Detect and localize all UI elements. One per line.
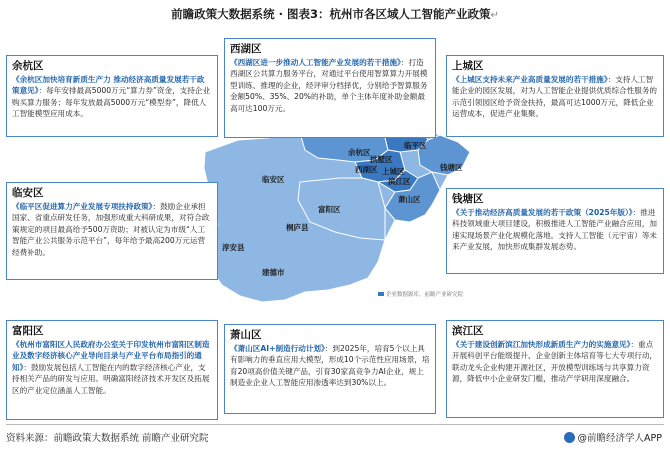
map-label-linan: 临安区 <box>262 175 285 184</box>
district-name: 西湖区 <box>230 43 262 55</box>
district-text: 《杭州市富阳区人民政府办公室关于印发杭州市富阳区制造业及数字经济核心产业导向目录与产业平台布局指引的通知》：鼓励发展包括人工智能在内的数字经济核心产业，支持相关产品的研发与应用。明确富阳经济技术开发区及拓展区的产业定位涵盖人工智能。 <box>12 340 210 395</box>
district-box-shangcheng <box>446 55 664 137</box>
district-box-linan <box>6 182 218 280</box>
district-name: 临安区 <box>12 187 44 199</box>
map-legend: 企业数据源库，前瞻产业研究院 <box>386 292 464 298</box>
map-label-linping: 临平区 <box>404 141 427 150</box>
district-text: 《关于建设创新滨江加快形成新质生产力的实施意见》：重点开展科创平台能级提升、企业创新主体培育等七大专项行动，联动龙头企业构建开源社区，开放模型训练场与共享算力资源，降低中小企业研发门槛，推动产学研用深度融合。 <box>452 340 658 384</box>
district-box-fuyang <box>6 320 218 420</box>
district-box-qiantang <box>446 188 664 274</box>
district-name: 富阳区 <box>12 325 44 337</box>
map-label-jiande: 建德市 <box>262 268 285 277</box>
map-label-fuyang: 富阳区 <box>318 205 341 214</box>
map-label-xiaoshan: 萧山区 <box>398 195 421 204</box>
map-label-chunan: 淳安县 <box>222 243 245 252</box>
district-box-binjiang <box>446 320 664 418</box>
map-label-tonglu: 桐庐县 <box>286 223 309 232</box>
map-label-xihu: 西湖区 <box>355 165 378 174</box>
footer-divider <box>6 424 664 425</box>
district-text: 《余杭区加快培育新质生产力 推动经济高质量发展若干政策意见》：每年安排最高5000万元“算力券”资金，支持企业购买算力服务；每年发放最高5000万元“模型券”，降低人工智能模型应用成本。 <box>12 75 211 119</box>
district-text: 《关于推动经济高质量发展的若干政策（2025年版）》：推进科技领域重大项目建设，积极推进人工智能产业融合应用，加速实现场景产业化规模化落地。支持人工智能（元宇宙）等未来产业发展，加快形成集群发展态势。 <box>452 208 658 252</box>
district-box-xihu <box>224 38 436 138</box>
brand-logo-icon <box>564 432 575 443</box>
district-box-xiaoshan <box>224 324 436 414</box>
district-text: 《上城区支持未来产业高质量发展的若干措施》：支持人工智能企业的园区发展，对为人工智能企业提供优质综合性服务的示范引领园区给予资金扶持，最高可达1000万元，降低企业运营成本，促进产业集聚。 <box>452 75 658 119</box>
district-text: 《临平区促进算力产业发展专项扶持政策》：鼓励企业承担国家、省重点研发任务，加强形成重大科研成果，对符合政策规定的项目最高给予500万资助；对被认定为市级“人工智能产业公共服务示范平台”，每年给予最高200万元运营经费补助。 <box>12 202 210 257</box>
map-label-yuhang: 余杭区 <box>348 148 371 157</box>
source-note: 资料来源：前瞻政策大数据系统 前瞻产业研究院 <box>6 433 209 444</box>
map-label-qiantang: 钱塘区 <box>440 163 463 172</box>
district-text: 《萧山区AI+制造行动计划》：到2025年，培育5个以上具有影响力的垂直应用大模型，形成10个示范性应用场景，培育20项高价值关键产品，引育30家高竞争力AI企业，规上制造业企业人工智能应用渗透率达到30%以上。 <box>230 344 430 388</box>
district-name: 萧山区 <box>230 329 262 341</box>
map-label-binjiang: 滨江区 <box>388 177 411 186</box>
district-box-yuhang <box>6 55 218 137</box>
district-name: 滨江区 <box>452 325 484 337</box>
page-title: 前瞻政策大数据系统 · 图表3：杭州市各区域人工智能产业政策↵ <box>171 7 499 21</box>
district-name: 余杭区 <box>12 60 44 72</box>
district-name: 钱塘区 <box>452 193 484 205</box>
map-label-gongshu: 拱墅区 <box>370 155 393 164</box>
district-text: 《西湖区进一步推动人工智能产业发展的若干措施》：打造西湖区公共算力服务平台，对通过平台使用智算算力开展模型训练、推理的企业，经评审分档择优，分别给予智算服务金额50%、35%、20%的补助，单个主体年度补助金额最高可达100万元。 <box>230 58 428 113</box>
district-name: 上城区 <box>452 60 484 72</box>
brand-credit: @前瞻经济学人APP <box>564 430 662 444</box>
map-label-shangcheng: 上城区 <box>382 167 405 176</box>
